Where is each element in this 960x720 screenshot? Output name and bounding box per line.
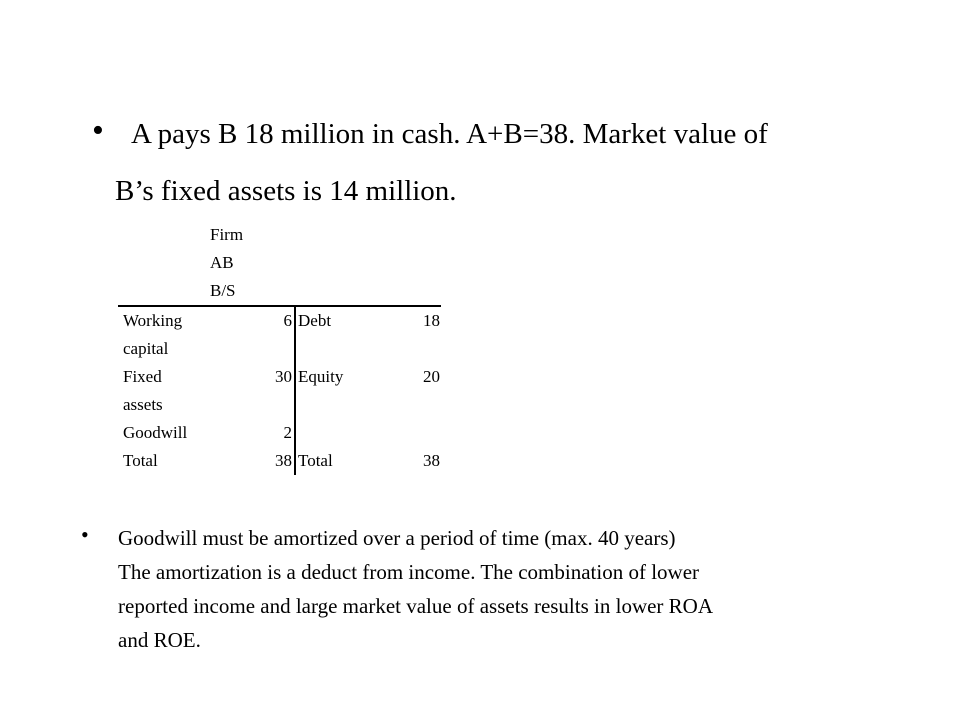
asset-value: 38 (275, 451, 292, 470)
asset-value: 6 (283, 311, 292, 330)
balance-sheet-header: Firm (210, 225, 244, 244)
balance-sheet-header: AB (210, 253, 234, 272)
bullet-dot: • (81, 522, 89, 547)
table-divider (294, 305, 296, 475)
balance-sheet-header: B/S (210, 281, 236, 300)
bullet-dot: • (92, 112, 104, 149)
asset-value: 2 (283, 423, 292, 442)
asset-label: Fixed (123, 367, 162, 386)
bullet-text-line: B’s fixed assets is 14 million. (115, 175, 457, 207)
balance-sheet (118, 225, 448, 480)
liability-value: 20 (423, 367, 440, 386)
liability-value: 38 (423, 451, 440, 470)
bullet-text-line: Goodwill must be amortized over a period of time (max. 40 years) (118, 526, 676, 550)
liability-label: Debt (298, 311, 332, 330)
bullet-text-line: The amortization is a deduct from income. The combination of lower (118, 560, 700, 584)
asset-label: Goodwill (123, 423, 188, 442)
liability-label: Total (298, 451, 333, 470)
asset-label: Total (123, 451, 158, 470)
bullet-text-line: A pays B 18 million in cash. A+B=38. Market value of (131, 118, 768, 150)
asset-value: 30 (275, 367, 292, 386)
asset-label: capital (123, 339, 169, 358)
asset-label: assets (123, 395, 163, 414)
liability-value: 18 (423, 311, 440, 330)
liability-label: Equity (298, 367, 344, 386)
table-top-rule (118, 305, 441, 307)
bullet-text-line: and ROE. (118, 628, 201, 652)
bullet-text-line: reported income and large market value of assets results in lower ROA (118, 594, 714, 618)
asset-label: Working (123, 311, 183, 330)
